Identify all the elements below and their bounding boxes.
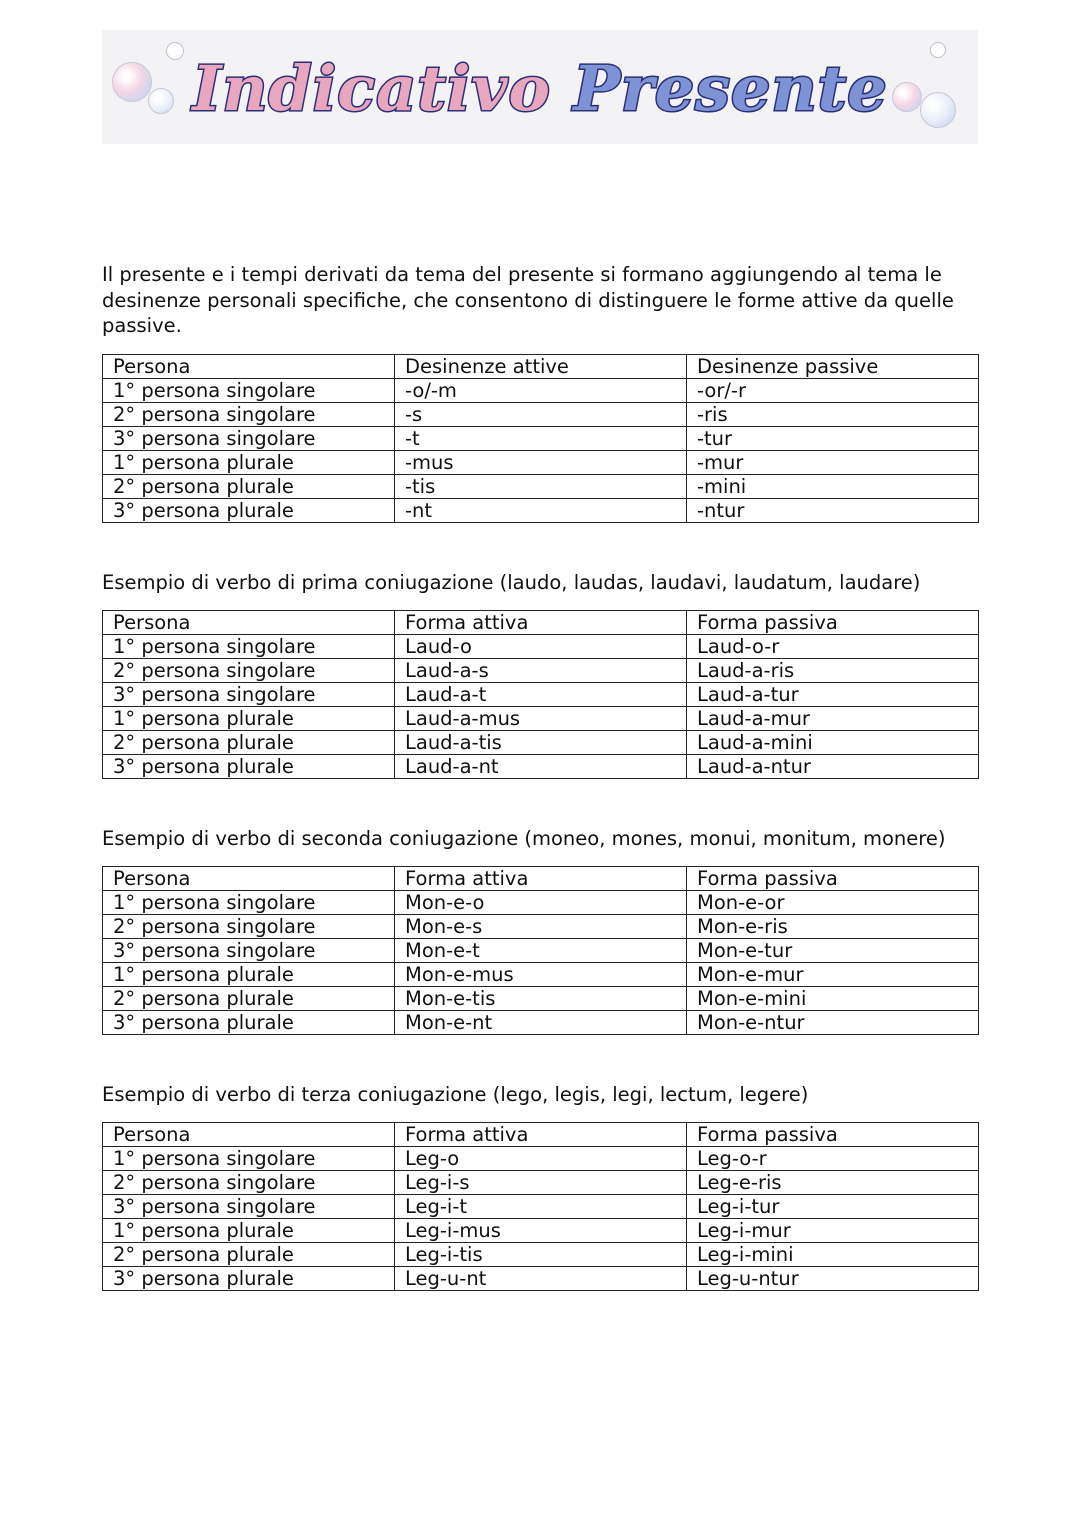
table-row <box>103 1011 979 1035</box>
header-cell: Forma attiva <box>395 611 687 635</box>
table-cell: Mon-e-o <box>395 891 687 915</box>
second-conjugation-table <box>102 866 979 1035</box>
table-cell: Mon-e-mini <box>687 987 979 1011</box>
table-cell: 2° persona plurale <box>103 987 395 1011</box>
title-banner <box>102 30 978 144</box>
table-cell: 3° persona singolare <box>103 427 395 451</box>
table-cell: 1° persona singolare <box>103 891 395 915</box>
table-cell: Laud-a-ntur <box>687 755 979 779</box>
table-cell: Mon-e-ris <box>687 915 979 939</box>
table-row <box>103 1219 979 1243</box>
table-cell: Mon-e-tis <box>395 987 687 1011</box>
title-word-1: Indicativo <box>192 52 551 125</box>
table-row <box>103 403 979 427</box>
table-cell: 3° persona singolare <box>103 683 395 707</box>
table-cell: Laud-a-mus <box>395 707 687 731</box>
table-cell: 3° persona singolare <box>103 939 395 963</box>
table-cell: Laud-o-r <box>687 635 979 659</box>
table-row <box>103 1243 979 1267</box>
table-cell: 1° persona plurale <box>103 963 395 987</box>
table-cell: 1° persona singolare <box>103 1147 395 1171</box>
table-row <box>103 451 979 475</box>
table-row <box>103 379 979 403</box>
table-cell: Laud-a-nt <box>395 755 687 779</box>
table-cell: -ris <box>687 403 979 427</box>
table-cell: 1° persona plurale <box>103 1219 395 1243</box>
table-cell: 2° persona plurale <box>103 1243 395 1267</box>
table-row <box>103 707 979 731</box>
table-row <box>103 1195 979 1219</box>
table-row <box>103 499 979 523</box>
table-cell: Leg-o <box>395 1147 687 1171</box>
table-row <box>103 635 979 659</box>
table-cell: -ntur <box>687 499 979 523</box>
table-header-row <box>103 355 979 379</box>
table-header-row <box>103 611 979 635</box>
table-cell: 1° persona singolare <box>103 635 395 659</box>
table-cell: -mur <box>687 451 979 475</box>
table-cell: Mon-e-s <box>395 915 687 939</box>
table-cell: 2° persona singolare <box>103 403 395 427</box>
table-cell: 2° persona singolare <box>103 659 395 683</box>
table-cell: Laud-a-ris <box>687 659 979 683</box>
table-cell: Mon-e-mur <box>687 963 979 987</box>
table-row <box>103 1147 979 1171</box>
header-cell: Persona <box>103 355 395 379</box>
table-cell: Leg-i-mus <box>395 1219 687 1243</box>
first-conjugation-table <box>102 610 979 779</box>
page-title <box>102 52 978 125</box>
table-cell: -mini <box>687 475 979 499</box>
table-cell: Mon-e-mus <box>395 963 687 987</box>
header-cell: Forma attiva <box>395 1123 687 1147</box>
table-row <box>103 475 979 499</box>
header-cell: Persona <box>103 1123 395 1147</box>
table-cell: 3° persona plurale <box>103 1011 395 1035</box>
table-row <box>103 427 979 451</box>
table-cell: 3° persona plurale <box>103 499 395 523</box>
table-row <box>103 659 979 683</box>
section-caption: Esempio di verbo di terza coniugazione (lego, legis, legi, lectum, legere) <box>102 1083 809 1106</box>
table-row <box>103 915 979 939</box>
table-row <box>103 1171 979 1195</box>
table-cell: Leg-e-ris <box>687 1171 979 1195</box>
table-cell: 2° persona plurale <box>103 475 395 499</box>
table-cell: Laud-a-mur <box>687 707 979 731</box>
table-cell: Leg-i-s <box>395 1171 687 1195</box>
table-cell: -or/-r <box>687 379 979 403</box>
table-cell: -mus <box>395 451 687 475</box>
table-cell: 3° persona plurale <box>103 755 395 779</box>
table-row <box>103 731 979 755</box>
header-cell: Forma attiva <box>395 867 687 891</box>
table-cell: 3° persona singolare <box>103 1195 395 1219</box>
header-cell: Desinenze passive <box>687 355 979 379</box>
header-cell: Desinenze attive <box>395 355 687 379</box>
table-cell: Leg-i-tur <box>687 1195 979 1219</box>
title-word-2: Presente <box>573 52 888 125</box>
table-row <box>103 755 979 779</box>
table-cell: -tur <box>687 427 979 451</box>
table-cell: -t <box>395 427 687 451</box>
table-row <box>103 963 979 987</box>
header-cell: Forma passiva <box>687 867 979 891</box>
header-cell: Forma passiva <box>687 1123 979 1147</box>
table-cell: -nt <box>395 499 687 523</box>
table-cell: 1° persona plurale <box>103 707 395 731</box>
table-cell: Leg-i-mini <box>687 1243 979 1267</box>
table-cell: Laud-a-s <box>395 659 687 683</box>
table-header-row <box>103 867 979 891</box>
header-cell: Forma passiva <box>687 611 979 635</box>
endings-table <box>102 354 979 523</box>
table-cell: 2° persona singolare <box>103 1171 395 1195</box>
table-cell: Mon-e-ntur <box>687 1011 979 1035</box>
table-cell: 1° persona plurale <box>103 451 395 475</box>
table-row <box>103 987 979 1011</box>
table-cell: Leg-i-mur <box>687 1219 979 1243</box>
table-row <box>103 1267 979 1291</box>
table-cell: Leg-i-t <box>395 1195 687 1219</box>
header-cell: Persona <box>103 867 395 891</box>
section-caption: Esempio di verbo di seconda coniugazione (moneo, mones, monui, monitum, monere) <box>102 827 946 850</box>
table-cell: Laud-a-tur <box>687 683 979 707</box>
table-cell: Leg-i-tis <box>395 1243 687 1267</box>
table-cell: 3° persona plurale <box>103 1267 395 1291</box>
table-header-row <box>103 1123 979 1147</box>
table-cell: Leg-u-nt <box>395 1267 687 1291</box>
table-cell: Mon-e-tur <box>687 939 979 963</box>
table-cell: Laud-a-tis <box>395 731 687 755</box>
table-cell: -tis <box>395 475 687 499</box>
table-cell: 2° persona singolare <box>103 915 395 939</box>
table-cell: Mon-e-nt <box>395 1011 687 1035</box>
table-cell: Laud-o <box>395 635 687 659</box>
third-conjugation-table <box>102 1122 979 1291</box>
table-row <box>103 683 979 707</box>
section-caption: Esempio di verbo di prima coniugazione (laudo, laudas, laudavi, laudatum, laudare) <box>102 571 921 594</box>
table-cell: Mon-e-t <box>395 939 687 963</box>
table-cell: Leg-u-ntur <box>687 1267 979 1291</box>
table-row <box>103 891 979 915</box>
table-cell: Leg-o-r <box>687 1147 979 1171</box>
table-cell: Mon-e-or <box>687 891 979 915</box>
table-cell: -o/-m <box>395 379 687 403</box>
table-cell: Laud-a-t <box>395 683 687 707</box>
header-cell: Persona <box>103 611 395 635</box>
intro-paragraph: Il presente e i tempi derivati da tema del presente si formano aggiungendo al tema le desinenze personali specifiche, che consentono di distinguere le forme attive da quelle passive. <box>102 263 954 337</box>
table-cell: Laud-a-mini <box>687 731 979 755</box>
table-cell: 2° persona plurale <box>103 731 395 755</box>
table-cell: -s <box>395 403 687 427</box>
table-row <box>103 939 979 963</box>
table-cell: 1° persona singolare <box>103 379 395 403</box>
